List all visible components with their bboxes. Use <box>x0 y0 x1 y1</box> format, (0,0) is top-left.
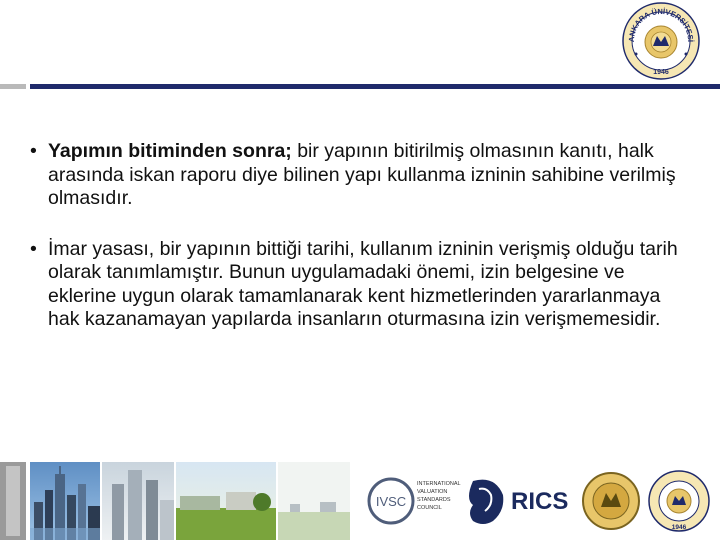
bullet-marker: • <box>30 237 37 260</box>
bullet-lead: Yapımın bitiminden sonra; <box>48 140 292 162</box>
bullet-item <box>30 140 690 211</box>
rics-wordmark: RICS <box>511 488 569 515</box>
header-left-strip <box>0 84 26 89</box>
footer-left-strip <box>0 462 26 540</box>
header-rule <box>30 84 720 89</box>
ivsc-line: COUNCIL <box>417 505 442 511</box>
seal-arc-text: ANKARA ÜNİVERSİTESİ <box>626 6 696 43</box>
ivsc-line: INTERNATIONAL <box>417 481 461 487</box>
ivsc-mark: IVSC <box>375 494 407 509</box>
bullet-marker: • <box>30 140 37 162</box>
rics-lion-icon <box>469 480 503 524</box>
footer-city-photos <box>30 462 350 540</box>
university-seal-logo <box>622 2 700 80</box>
footer-seal-year: 1946 <box>671 524 687 531</box>
bullet-text <box>48 238 690 332</box>
bullet-body: İmar yasası, bir yapının bittiği tarihi, kullanım izninin verişmiş olduğu tarih olarak tanımlamıştır. Bunun uygulamadaki önemi, izin belgesine ve eklerine uygun olarak tamamlanarak kent hizmetlerinden yararlanmaya hak kazanamayan yapılarda insanların oturmasına izin verişmemesidir. <box>48 237 678 330</box>
footer-partner-logos <box>365 465 715 537</box>
bullet-item <box>30 238 690 332</box>
ivsc-line: STANDARDS <box>417 497 451 503</box>
seal-year: 1946 <box>653 69 669 76</box>
slide-body <box>30 140 690 359</box>
bullet-body: bir yapının bitirilmiş olmasının kanıtı, halk arasında iskan raporu diye bilinen yapı kullanma izninin sahibine verilmiş olmasıdır. <box>48 140 676 209</box>
bullet-text <box>48 140 690 211</box>
ivsc-line: VALUATION <box>417 489 448 495</box>
